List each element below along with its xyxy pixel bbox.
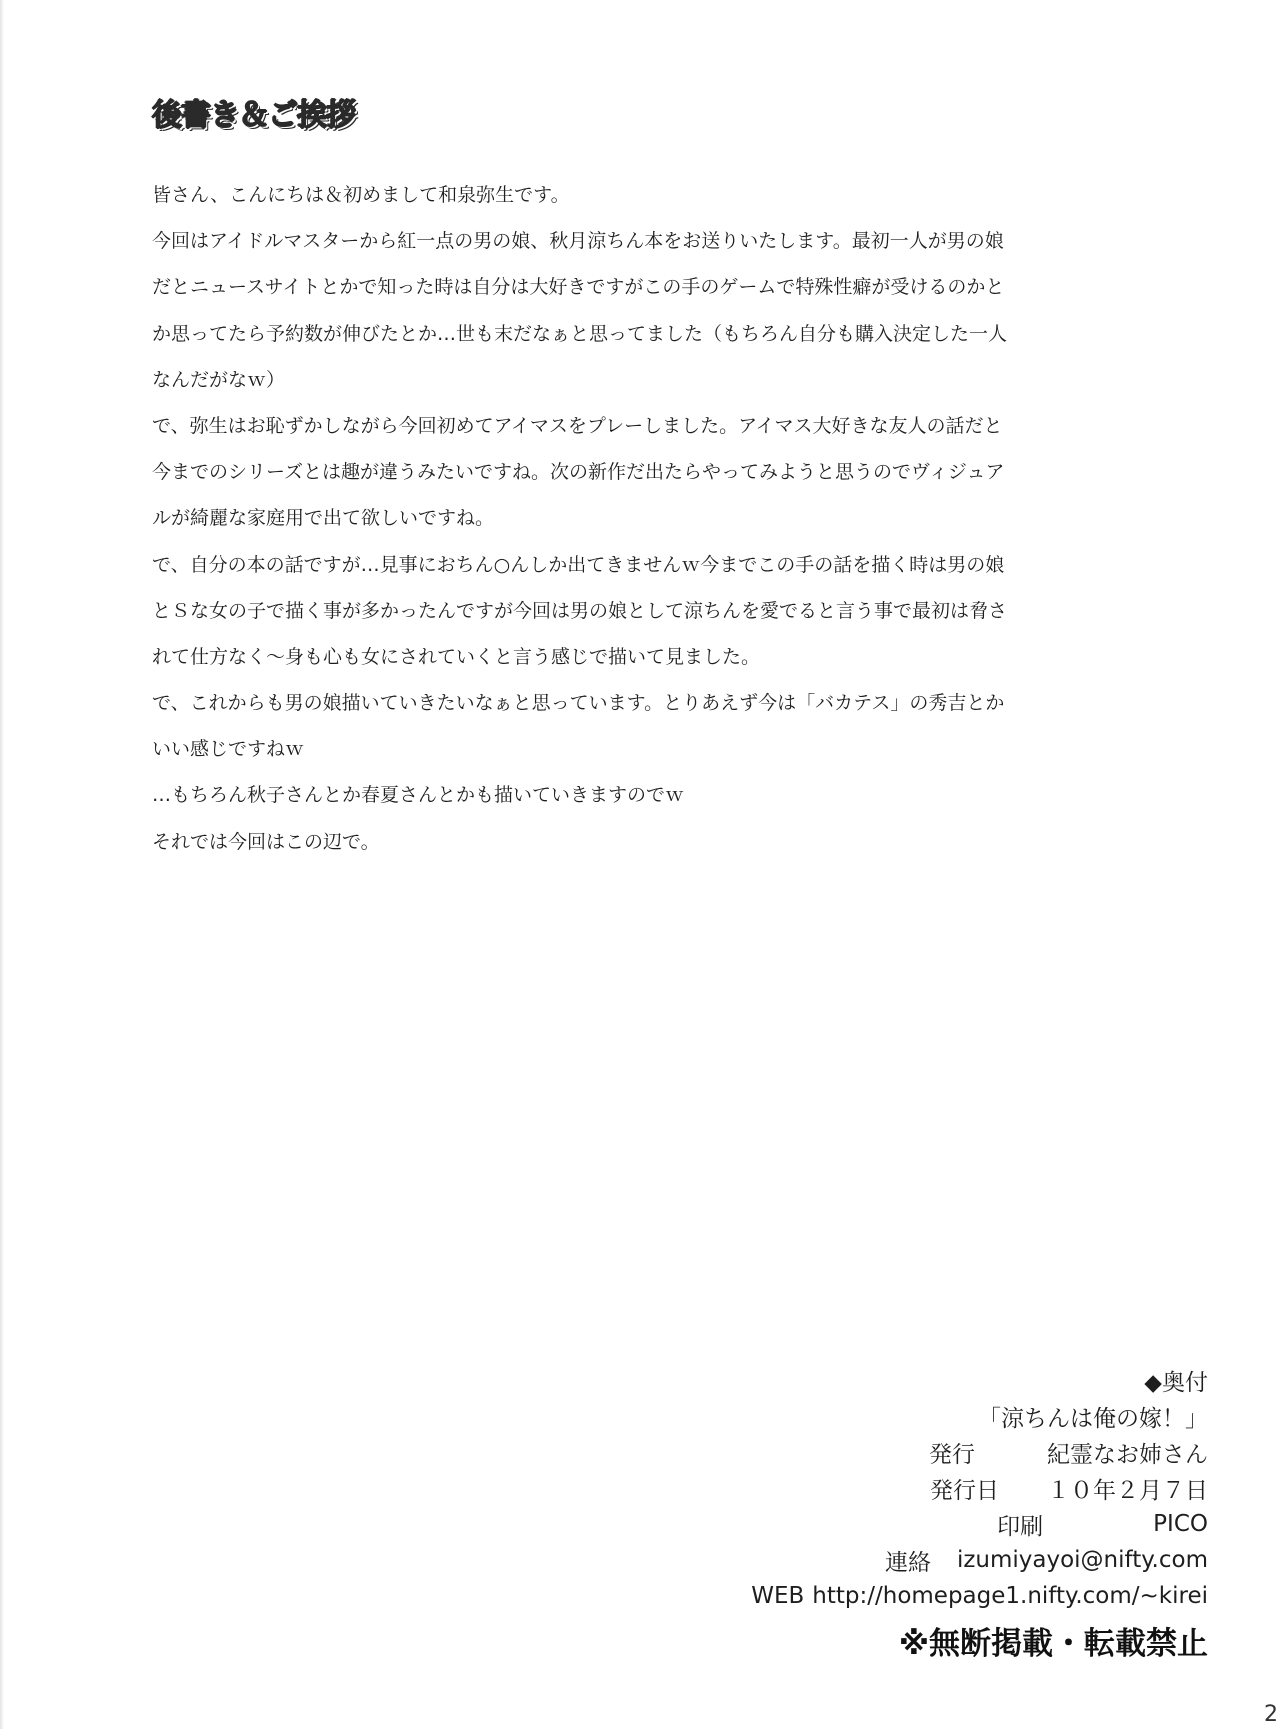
web-label: WEB xyxy=(751,1583,805,1609)
body-line: とＳな女の子で描く事が多かったんですが今回は男の娘として涼ちんを愛でると言う事で最初は脅さ xyxy=(152,599,1008,622)
body-line: 今回はアイドルマスターから紅一点の男の娘、秋月涼ちん本をお送りいたします。最初一人が男の娘 xyxy=(152,230,1004,253)
colophon-book-title-row xyxy=(488,1398,1208,1434)
body-line: いい感じですねｗ xyxy=(152,738,305,761)
web-value: http://homepage1.nifty.com/~kirei xyxy=(812,1583,1208,1609)
reprint-prohibited-notice: ※無断掲載・転載禁止 xyxy=(898,1626,1208,1662)
body-line: それでは今回はこの辺で。 xyxy=(152,830,380,853)
colophon-section-title: ◆奥付 xyxy=(1144,1369,1208,1396)
body-line: ルが綺麗な家庭用で出て欲しいですね。 xyxy=(152,507,495,530)
contact-value: izumiyayoi@nifty.com xyxy=(956,1547,1208,1573)
body-line: か思ってたら予約数が伸びたとか…世も末だなぁと思ってました（もちろん自分も購入決定した一人 xyxy=(152,322,1008,345)
body-line: …もちろん秋子さんとか春夏さんとかも描いていきますのでｗ xyxy=(152,784,685,807)
publisher-value: 紀霊なお姉さん xyxy=(1047,1441,1208,1468)
body-line: で、自分の本の話ですが…見事におちん○んしか出てきませんｗ今までこの手の話を描く時は男の娘 xyxy=(152,553,1005,576)
colophon-contact-row xyxy=(488,1542,1208,1578)
printer-label: 印刷 xyxy=(997,1513,1044,1540)
body-line: で、これからも男の娘描いていきたいなぁと思っています。とりあえず今は「バカテス」の秀吉とか xyxy=(152,692,1005,715)
body-line: 皆さん、こんにちは＆初めまして和泉弥生です。 xyxy=(152,184,570,206)
body-line: れて仕方なく～身も心も女にされていくと言う感じで描いて見ました。 xyxy=(152,645,761,668)
afterword-body xyxy=(152,172,1112,865)
colophon-date-row xyxy=(488,1470,1208,1506)
body-line: で、弥生はお恥ずかしながら今回初めてアイマスをプレーしました。アイマス大好きな友人の話だと xyxy=(152,414,1003,437)
printer-value: PICO xyxy=(1153,1511,1208,1537)
page-edge-shadow xyxy=(0,0,4,1729)
colophon-publisher-row xyxy=(488,1434,1208,1470)
body-line: だとニュースサイトとかで知った時は自分は大好きですがこの手のゲームで特殊性癖が受けるのかと xyxy=(152,276,1005,299)
colophon-web-row xyxy=(488,1578,1208,1614)
afterword-heading: 後書き＆ご挨拶 xyxy=(152,98,355,133)
contact-label: 連絡 xyxy=(884,1549,931,1576)
body-line: なんだがなｗ） xyxy=(152,368,286,391)
publisher-label: 発行 xyxy=(929,1441,975,1468)
date-label: 発行日 xyxy=(930,1477,999,1504)
colophon-book-title: 「涼ちんは俺の嫁！」 xyxy=(978,1405,1208,1432)
colophon xyxy=(488,1362,1208,1614)
colophon-section-title-row xyxy=(488,1362,1208,1398)
colophon-printer-row xyxy=(488,1506,1208,1542)
date-value: １０年２月７日 xyxy=(1047,1477,1208,1504)
page-number: 2 xyxy=(1264,1702,1278,1727)
body-line: 今までのシリーズとは趣が違うみたいですね。次の新作だ出たらやってみようと思うのでヴィジュア xyxy=(152,461,1005,484)
